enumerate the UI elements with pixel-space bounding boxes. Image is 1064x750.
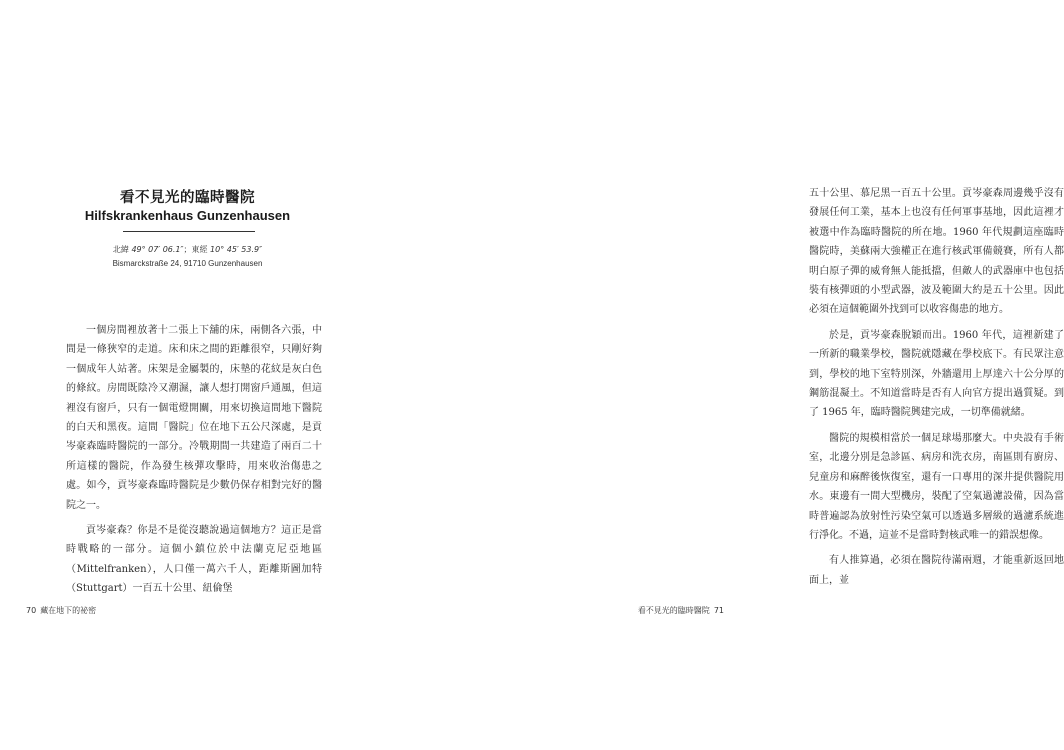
coords-latitude: 49° 07′ 06.1″ — [131, 245, 184, 254]
running-title: 看不見光的臨時醫院 — [637, 606, 710, 615]
chapter-subtitle: Hilfskrankenhaus Gunzenhausen — [84, 208, 291, 223]
page-number: 71 — [713, 606, 724, 615]
coords-lat-prefix: 北緯 — [112, 245, 132, 254]
left-body-text — [66, 321, 322, 599]
coords-longitude: 10° 45′ 53.9″ — [210, 245, 263, 254]
title-divider — [123, 231, 255, 232]
right-footer — [638, 605, 728, 616]
address: Bismarckstraße 24, 91710 Gunzenhausen — [112, 259, 263, 268]
coords-lon-prefix: ；東經 — [183, 245, 211, 254]
paragraph: 一個房間裡放著十二張上下舖的床，兩側各六張，中間是一條狹窄的走道。床和床之間的距離很窄，只剛好夠一個成年人站著。床架是金屬製的，床墊的花紋是灰白色的條紋。房間既陰冷又潮濕，讓人想打開窗戶通風，但這裡沒有窗戶，只有一個電燈開關，用來切換這間地下醫院的白天和黑夜。這間「醫院」位在地下五公尺深處，是貢岑豪森臨時醫院的一部分。冷戰期間一共建造了兩百二十所這樣的醫院，作為發生核彈攻擊時，用來收治傷患之處。如今，貢岑豪森臨時醫院是少數仍保存相對完好的醫院之一。 — [66, 325, 322, 511]
page-number: 70 — [26, 606, 37, 615]
paragraph: 於是，貢岑豪森脫穎而出。1960 年代，這裡新建了一所新的職業學校，醫院就隱藏在學校底下。有民眾注意到，學校的地下室特別深，外牆還用上厚達六十公分厚的鋼筋混凝土。不知道當時是否有人向官方提出過質疑。到了 1965 年，臨時醫院興建完成，一切準備就緒。 — [809, 329, 1064, 419]
chapter-title: 看不見光的臨時醫院 — [120, 190, 255, 206]
paragraph: 有人推算過，必須在醫院待滿兩週，才能重新返回地面上，並 — [809, 555, 1064, 586]
left-footer — [22, 605, 96, 616]
right-page — [375, 0, 1064, 750]
coordinates — [0, 244, 375, 255]
left-page — [0, 0, 375, 750]
paragraph: 醫院的規模相當於一個足球場那麼大。中央設有手術室，北邊分別是急診區、病房和洗衣房，南區則有廚房、兒童房和麻醉後恢復室，還有一口專用的深井提供醫院用水。東邊有一間大型機房，裝配了空氣過濾設備，因為當時普遍認為放射性污染空氣可以透過多層級的過濾系統進行淨化。不過，這並不是當時對核武唯一的錯誤想像。 — [809, 432, 1064, 541]
paragraph: 貢岑豪森？你是不是從沒聽說過這個地方？這正是當時戰略的一部分。這個小鎮位於中法蘭克尼亞地區（Mittelfranken），人口僅一萬六千人，距離斯圖加特（Stuttgart）一百五十公里、紐倫堡 — [66, 525, 322, 595]
right-body-text — [809, 184, 1064, 590]
running-title: 藏在地下的祕密 — [40, 606, 97, 615]
paragraph: 五十公里、慕尼黑一百五十公里。貢岑豪森周邊幾乎沒有發展任何工業，基本上也沒有任何軍事基地，因此這裡才被選中作為臨時醫院的所在地。1960 年代規劃這座臨時醫院時，美蘇兩大強權正在進行核武軍備競賽，所有人都明白原子彈的威脅無人能抵擋，但敵人的武器庫中也包括裝有核彈頭的小型武器，波及範圍大約是五十公里。因此必須在這個範圍外找到可以收容傷患的地方。 — [809, 188, 1064, 316]
